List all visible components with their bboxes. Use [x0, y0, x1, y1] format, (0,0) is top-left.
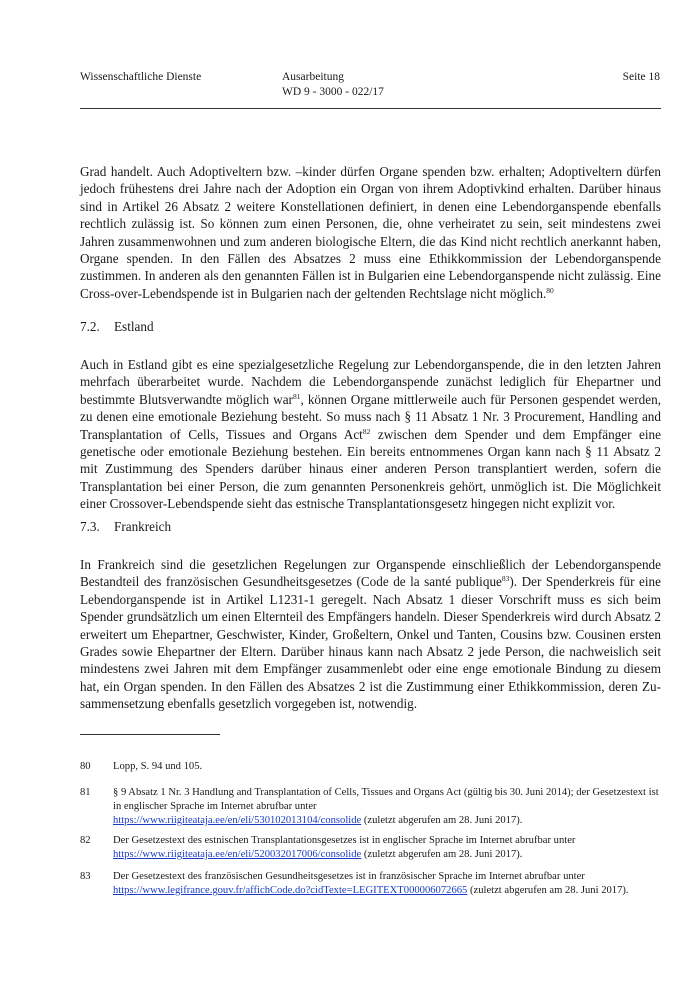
header-doc-label: Ausarbeitung	[282, 71, 344, 83]
section-title: Estland	[114, 319, 154, 334]
footnote-divider	[80, 734, 220, 735]
footnote-80	[80, 760, 661, 774]
footnote-number: 81	[80, 787, 91, 798]
section-number: 7.3.	[80, 519, 100, 534]
footnote-body	[113, 870, 661, 898]
footnote-body	[113, 786, 661, 828]
footnote-number: 80	[80, 761, 91, 772]
footnote-83	[80, 870, 661, 898]
footnote-text: Lopp, S. 94 und 105.	[113, 761, 203, 772]
section-title: Frankreich	[114, 519, 172, 534]
footnote-link[interactable]: https://www.riigiteataja.ee/en/eli/530102013104/consolide	[113, 815, 362, 826]
footnote-access-date: (zuletzt abgerufen am 28. Juni 2017).	[361, 849, 523, 860]
footnote-ref-83[interactable]: 83	[501, 574, 510, 584]
paragraph-text: Grad handelt. Auch Adoptiveltern bzw. –kinder dürfen Organe spenden bzw. erhalten; Adoptiveltern dürfen jedoch frühestens drei Jahre nach der Adoption ein Organ von ihrem Adoptivkind erhalten. Darüber hinaus sind in Artikel 26 Absatz 2 weitere Konstellationen definiert, in denen eine Lebendorganspende ebenfalls rechtlich zulässig ist. So können zum einen Personen, die, ohne verheiratet zu sein, seit mindestens zwei Jahren zusammenwohnen und zum anderen biologische Eltern, die das Kind nicht rechtlich anerkannt haben, Organe spenden. In den Fällen des Absatzes 2 muss eine Ethikkommission der Lebendorganspende zustimmen. In anderen als den genannten Fällen ist in Bulgarien eine Lebendorganspende nicht zulässig. Eine Cross-over-Lebendspende ist in Bulgarien nach der geltenden Rechtslage nicht möglich.	[80, 164, 661, 301]
header-organization: Wissenschaftliche Dienste	[80, 71, 202, 83]
footnote-text: § 9 Absatz 1 Nr. 3 Handlung and Transplantation of Cells, Tissues and Organs Act (gültig bis 30. Juni 2014); der Gesetzestext ist in englischer Sprache im Internet abrufbar unter	[113, 787, 659, 812]
footnote-text: Der Gesetzestext des französischen Gesundheitsgesetzes ist in französischer Sprache im Internet abrufbar unter	[113, 871, 585, 882]
header-doc-number: WD 9 - 3000 - 022/17	[282, 86, 384, 98]
paragraph-text: Auch in Estland gibt es eine spezialgesetzliche Regelung zur Lebendorganspende, die in den letzten Jahren mehrfach überarbeitet wurde. Nachdem die Lebendorganspende zunächst lediglich für Ehepartner und bestimmte Blutsverwandte möglich war	[80, 357, 661, 407]
paragraph-text: In Frankreich sind die gesetzlichen Regelungen zur Organspende einschließlich der Lebendorganspende Bestandteil des französischen Gesundheitsgesetzes (Code de la santé publique	[80, 557, 661, 590]
paragraph-text: ). Der Spenderkreis für eine Lebendorganspende ist in Artikel L1231-1 geregelt. Nach Absatz 1 dieser Vorschrift muss es sich beim Spender grundsätzlich um einen Elternteil des Empfängers handeln. Dieser Spenderkreis wird durch Absatz 2 erweitert um Ehepartner, Geschwister, Kinder, Großeltern, Onkel und Tanten, Cousins bzw. Cousinen ersten Grades sowie Ehepartner der Eltern. Darüber hinaus kann nach Absatz 2 jede Person, die nachweislich seit mindestens zwei Jahren mit dem Empfänger zusammenlebt oder eine enge emotionale Bindung zu diesem hat, ein Organ spenden. In den Fällen des Absatzes 2 ist die Zustimmung einer Ethikkommission, deren Zusammensetzung ebenfalls gesetzlich vorgegeben ist, notwendig.	[80, 574, 661, 712]
paragraph-bulgaria	[80, 163, 661, 302]
footnote-link[interactable]: https://www.riigiteataja.ee/en/eli/520032017006/consolide	[113, 849, 362, 860]
section-number: 7.2.	[80, 319, 100, 334]
footnote-number: 83	[80, 871, 91, 882]
header-document-type	[282, 70, 384, 100]
section-heading-frankreich	[80, 518, 171, 535]
footnote-ref-82[interactable]: 82	[362, 426, 371, 436]
footnote-82	[80, 834, 661, 862]
paragraph-estland	[80, 356, 661, 513]
footnote-ref-81[interactable]: 81	[292, 391, 301, 401]
footnote-ref-80[interactable]: 80	[546, 285, 554, 295]
section-heading-estland	[80, 318, 154, 335]
page-number: Seite 18	[622, 71, 660, 83]
footnote-number: 82	[80, 835, 91, 846]
footnote-link[interactable]: https://www.legifrance.gouv.fr/affichCode.do?cidTexte=LEGITEXT000006072665	[113, 885, 468, 896]
footnote-access-date: (zuletzt abgerufen am 28. Juni 2017).	[467, 885, 629, 896]
footnote-81	[80, 786, 661, 828]
footnote-text: Der Gesetzestext des estnischen Transplantationsgesetzes ist in englischer Sprache im Internet abrufbar unter	[113, 835, 576, 846]
footnote-access-date: (zuletzt abgerufen am 28. Juni 2017).	[361, 815, 523, 826]
header-divider	[80, 108, 661, 109]
footnote-body	[113, 834, 661, 862]
paragraph-text: , können Organe mittlerweile auch für Personen gespendet werden, zu denen eine emotionale Beziehung besteht. So muss nach § 11 Absatz 1 Nr. 3 Procurement, Handling and Transplantation of Cells, Tissues and Organs Act	[80, 391, 661, 442]
paragraph-text: zwischen dem Spender und dem Empfänger eine genetische oder emotionale Beziehung bestehen. Ein bereits entnommenes Organ kann nach § 11 Absatz 2 mit Zustimmung des Spenders darüber hinaus einer anderen Person transplantiert werden, sofern die Transplantation bei einer Person, die zum genannten Personenkreis gehört, unmöglich ist. Die Möglichkeit einer Crossover-Lebendspende sieht das estnische Transplantationsgesetz hingegen nicht explizit vor.	[80, 426, 661, 512]
paragraph-frankreich	[80, 556, 661, 713]
